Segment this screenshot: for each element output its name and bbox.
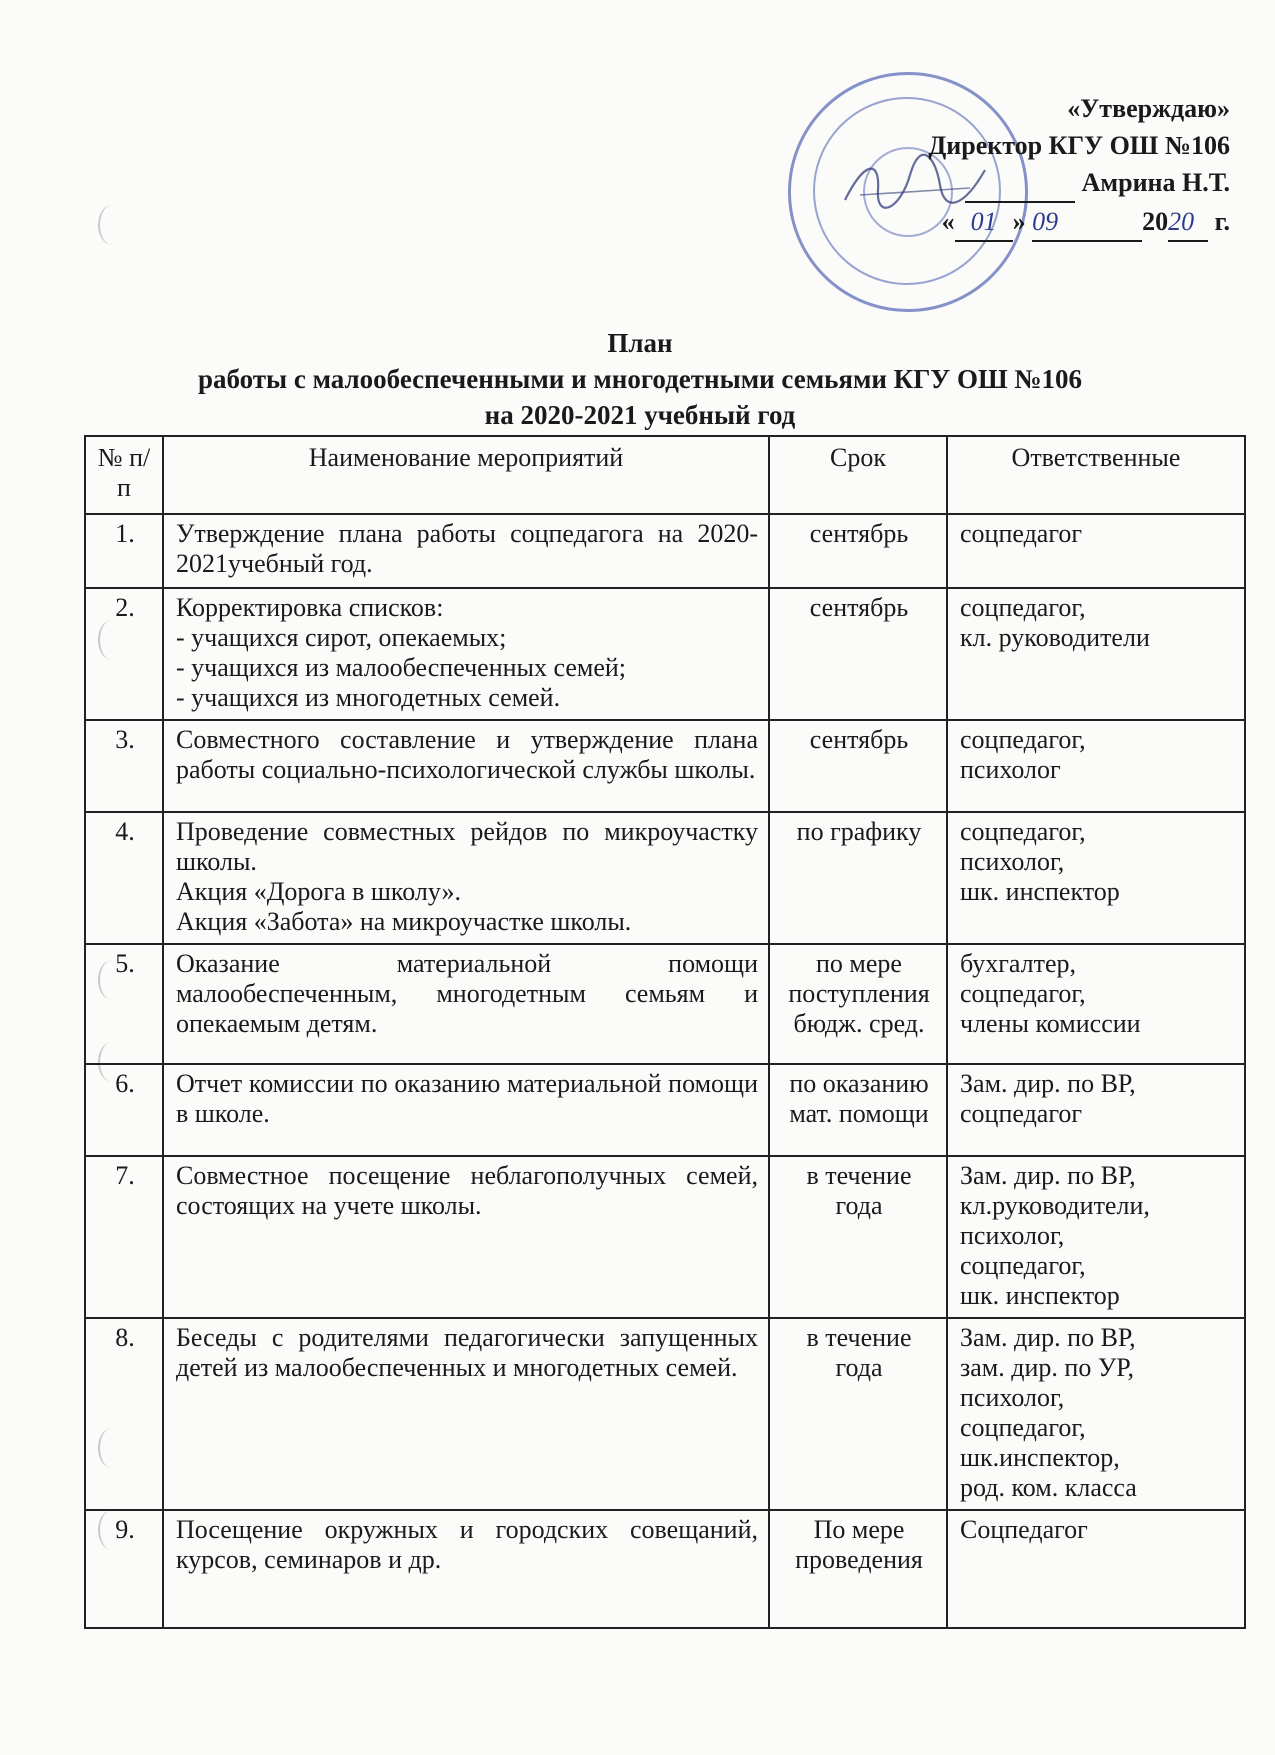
- row-number: 2.: [85, 588, 163, 720]
- responsible-line: соцпедагог: [960, 519, 1083, 548]
- event-term: сентябрь: [769, 514, 947, 588]
- event-name: [163, 1064, 769, 1156]
- table-row: [85, 1064, 1245, 1156]
- plan-table: [84, 435, 1246, 1629]
- approval-date: [870, 203, 1230, 242]
- responsible-line: психолог,: [960, 847, 1065, 876]
- event-name-line: Отчет комиссии по оказанию материальной помощи в школе.: [176, 1069, 758, 1128]
- event-name-line: Акция «Забота» на микроучастке школы.: [176, 907, 632, 936]
- event-term: по мере поступления бюдж. сред.: [769, 944, 947, 1064]
- row-number: 7.: [85, 1156, 163, 1318]
- event-name-line: Проведение совместных рейдов по микроучастку школы.: [176, 817, 758, 876]
- responsible-line: члены комиссии: [960, 1009, 1141, 1038]
- responsible-line: зам. дир. по УР,: [960, 1353, 1134, 1382]
- event-responsible: [947, 720, 1245, 812]
- header-resp: Ответственные: [947, 436, 1245, 514]
- date-month: 09: [1032, 203, 1142, 242]
- responsible-line: Зам. дир. по ВР,: [960, 1323, 1136, 1352]
- table-row: [85, 812, 1245, 944]
- table-row: [85, 514, 1245, 588]
- event-term: сентябрь: [769, 588, 947, 720]
- row-number: 6.: [85, 1064, 163, 1156]
- date-close-quote: »: [1012, 207, 1026, 236]
- event-name-line: Оказание материальной помощи малообеспеченным, многодетным семьям и опекаемым детям.: [176, 949, 758, 1038]
- event-name-line: Посещение окружных и городских совещаний, курсов, семинаров и др.: [176, 1515, 758, 1574]
- date-year-prefix: 20: [1142, 207, 1169, 236]
- responsible-line: Зам. дир. по ВР,: [960, 1161, 1136, 1190]
- row-number: 4.: [85, 812, 163, 944]
- responsible-line: психолог: [960, 755, 1061, 784]
- responsible-line: кл. руководители: [960, 623, 1150, 652]
- responsible-line: психолог,: [960, 1383, 1065, 1412]
- event-name-line: Совместного составление и утверждение плана работы социально-психологической службы школы.: [176, 725, 758, 784]
- event-name-line: Утверждение плана работы соцпедагога на 2020-2021учебный год.: [176, 519, 758, 578]
- approval-heading: «Утверждаю»: [1067, 94, 1230, 123]
- title-line-1: План: [607, 328, 673, 358]
- event-responsible: [947, 588, 1245, 720]
- responsible-line: психолог,: [960, 1221, 1065, 1250]
- event-name: [163, 1156, 769, 1318]
- responsible-line: соцпедагог,: [960, 1251, 1086, 1280]
- event-term: в течение года: [769, 1318, 947, 1510]
- row-number: 5.: [85, 944, 163, 1064]
- event-name: [163, 514, 769, 588]
- event-term: сентябрь: [769, 720, 947, 812]
- event-name: [163, 588, 769, 720]
- event-name-line: - учащихся из многодетных семей.: [176, 683, 561, 712]
- event-responsible: [947, 1510, 1245, 1628]
- date-day: 01: [955, 203, 1013, 242]
- approval-signature-line: [870, 164, 1230, 203]
- event-name: [163, 944, 769, 1064]
- table-header-row: [85, 436, 1245, 514]
- event-responsible: [947, 1318, 1245, 1510]
- responsible-line: кл.руководители,: [960, 1191, 1150, 1220]
- responsible-line: Зам. дир. по ВР,: [960, 1069, 1136, 1098]
- date-suffix: г.: [1214, 207, 1230, 236]
- event-term: по графику: [769, 812, 947, 944]
- table-row: [85, 1318, 1245, 1510]
- event-name: [163, 1318, 769, 1510]
- approval-position: Директор КГУ ОШ №106: [928, 131, 1230, 160]
- event-term: в течение года: [769, 1156, 947, 1318]
- responsible-line: соцпедагог,: [960, 725, 1086, 754]
- responsible-line: шк.инспектор,: [960, 1443, 1120, 1472]
- approver-name: Амрина Н.Т.: [1081, 168, 1230, 197]
- event-responsible: [947, 812, 1245, 944]
- punch-hole: [98, 205, 126, 245]
- table-row: [85, 944, 1245, 1064]
- row-number: 3.: [85, 720, 163, 812]
- event-name: [163, 720, 769, 812]
- responsible-line: шк. инспектор: [960, 1281, 1120, 1310]
- responsible-line: соцпедагог,: [960, 817, 1086, 846]
- event-responsible: [947, 944, 1245, 1064]
- event-responsible: [947, 1064, 1245, 1156]
- table-row: [85, 720, 1245, 812]
- responsible-line: соцпедагог,: [960, 593, 1086, 622]
- event-name-line: Акция «Дорога в школу».: [176, 877, 462, 906]
- table-row: [85, 588, 1245, 720]
- date-open-quote: «: [941, 207, 955, 236]
- event-name-line: - учащихся сирот, опекаемых;: [176, 623, 507, 652]
- responsible-line: Соцпедагог: [960, 1515, 1088, 1544]
- responsible-line: соцпедагог: [960, 1099, 1083, 1128]
- event-name-line: Совместное посещение неблагополучных семей, состоящих на учете школы.: [176, 1161, 758, 1220]
- row-number: 1.: [85, 514, 163, 588]
- event-name-line: - учащихся из малообеспеченных семей;: [176, 653, 627, 682]
- event-name-line: Корректировка списков:: [176, 593, 444, 622]
- table-body: [85, 514, 1245, 1628]
- event-name: [163, 1510, 769, 1628]
- title-line-2: работы с малообеспеченными и многодетными семьями КГУ ОШ №106: [197, 364, 1083, 394]
- event-responsible: [947, 1156, 1245, 1318]
- event-name: [163, 812, 769, 944]
- table-row: [85, 1510, 1245, 1628]
- responsible-line: бухгалтер,: [960, 949, 1077, 978]
- responsible-line: соцпедагог,: [960, 1413, 1086, 1442]
- responsible-line: шк. инспектор: [960, 877, 1120, 906]
- header-term: Срок: [769, 436, 947, 514]
- document-title: [90, 325, 1190, 433]
- signature-blank: [965, 164, 1075, 203]
- responsible-line: род. ком. класса: [960, 1473, 1137, 1502]
- row-number: 9.: [85, 1510, 163, 1628]
- responsible-line: соцпедагог,: [960, 979, 1086, 1008]
- event-term: по оказанию мат. помощи: [769, 1064, 947, 1156]
- event-responsible: [947, 514, 1245, 588]
- header-name: Наименование мероприятий: [163, 436, 769, 514]
- approval-block: [870, 90, 1230, 242]
- table-row: [85, 1156, 1245, 1318]
- title-line-3: на 2020-2021 учебный год: [484, 400, 796, 430]
- date-year-suffix: 20: [1168, 203, 1208, 242]
- event-term: По мере проведения: [769, 1510, 947, 1628]
- event-name-line: Беседы с родителями педагогически запущенных детей из малообеспеченных и многодетных семей.: [176, 1323, 758, 1382]
- header-num: № п/п: [85, 436, 163, 514]
- row-number: 8.: [85, 1318, 163, 1510]
